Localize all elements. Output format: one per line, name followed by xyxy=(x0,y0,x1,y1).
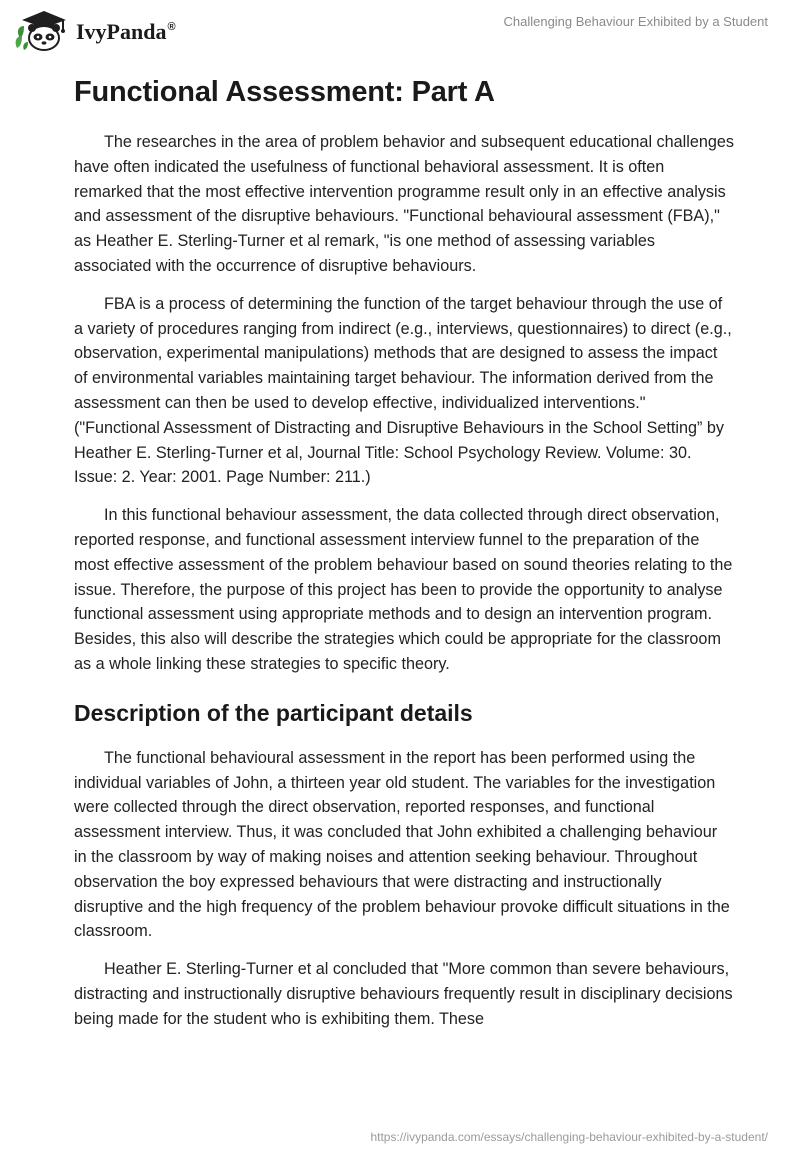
panda-graduate-icon xyxy=(14,8,70,52)
paragraph: The researches in the area of problem behavior and subsequent educational challenges have often indicated the usefulness of functional behavioral assessment. It is often remarked that the most effective intervention programme result only in an effective analysis and assessment of the disruptive behaviours. "Functional behavioural assessment (FBA)," as Heather E. Sterling-Turner et al remark, "is one method of assessing variables associated with the occurrence of disruptive behaviours. xyxy=(74,133,734,275)
paragraph: Heather E. Sterling-Turner et al concluded that "More common than severe behaviours, distracting and instructionally disruptive behaviours frequently result in disciplinary decisions being made for the student who is exhibiting them. These xyxy=(74,960,733,1028)
page-header xyxy=(0,0,800,60)
logo-wordmark: IvyPanda® xyxy=(76,19,176,44)
section-heading-participant-details: Description of the participant details xyxy=(74,699,473,726)
document-title: Challenging Behaviour Exhibited by a Student xyxy=(503,14,768,29)
paragraph: In this functional behaviour assessment, the data collected through direct observation, reported response, and functional assessment interview funnel to the preparation of the most effective assessment of the problem behaviour based on sound theories relating to the issue. Therefore, the purpose of this project has been to provide the opportunity to analyse functional assessment using appropriate methods and to design an intervention program. Besides, this also will describe the strategies which could be appropriate for the classroom as a whole linking these strategies to specific theory. xyxy=(74,506,733,673)
section-heading-functional-assessment: Functional Assessment: Part A xyxy=(74,76,495,108)
essay-content xyxy=(74,72,734,1045)
ivypanda-logo[interactable] xyxy=(14,8,176,52)
paragraph: The functional behavioural assessment in the report has been performed using the individual variables of John, a thirteen year old student. The variables for the investigation were collected through the direct observation, reported responses, and functional assessment interview. Thus, it was concluded that John exhibited a challenging behaviour in the classroom by way of making noises and attention seeking behaviour. Throughout observation the boy expressed behaviours that were distracting and instructionally disruptive and the high frequency of the problem behaviour provoke difficult situations in the classroom. xyxy=(74,748,730,941)
paragraph: FBA is a process of determining the function of the target behaviour through the use of a variety of procedures ranging from indirect (e.g., interviews, questionnaires) to direct (e.g., observation, experimental manipulations) methods that are designed to assess the impact of environmental variables maintaining target behaviour. The information derived from the assessment can then be used to develop effective, individualized interventions." ("Functional Assessment of Distracting and Disruptive Behaviours in the School Setting” by Heather E. Sterling-Turner et al, Journal Title: School Psychology Review. Volume: 30. Issue: 2. Year: 2001. Page Number: 211.) xyxy=(74,294,732,487)
source-url[interactable]: https://ivypanda.com/essays/challenging-behaviour-exhibited-by-a-student/ xyxy=(370,1130,768,1144)
